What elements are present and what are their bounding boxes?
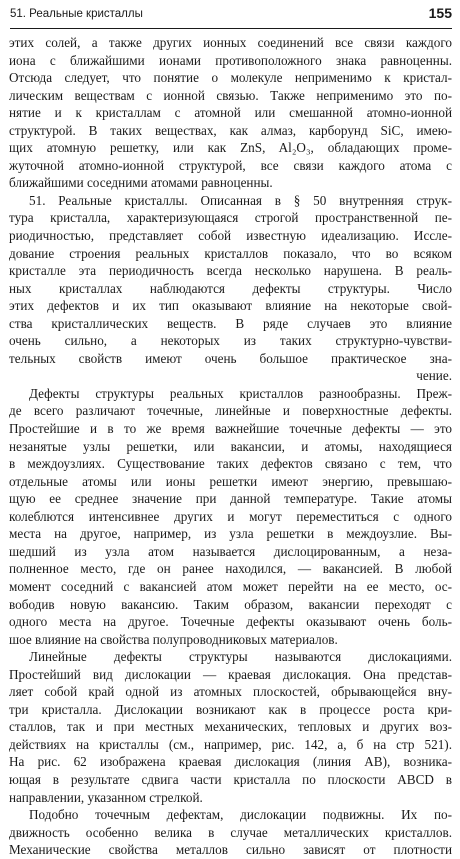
text-line: Подобно точечным дефектам, дислокации подвижны. Их по- xyxy=(29,807,452,823)
text-line: дование строения реальных кристаллов показало, что во всяком xyxy=(9,245,452,261)
text-line: тельных свойств имеют очень большое практическое зна- xyxy=(9,350,452,366)
text-line: чение. xyxy=(416,368,452,384)
text-line: ющая в результате сдвига части кристалла по плоскости ABCD в xyxy=(9,771,452,787)
body-text xyxy=(9,34,452,859)
text-line: действиях на кристаллы (см., например, рис. 142, а, б на стр 521). xyxy=(9,736,452,752)
text-line: этих дефектов и их тип оказывают влияние на некоторые свой- xyxy=(9,298,452,314)
text-line: шедший из узла атом называется дислоцированным, а неза- xyxy=(9,543,452,559)
text-line: кристалле эта периодичность всегда несколько нарушена. В реаль- xyxy=(9,263,452,279)
text-line: этих солей, а также других ионных соединений все связи каждого xyxy=(9,35,452,50)
text-line: полненное место, где он ранее находился, — вакансией. В любой xyxy=(9,561,452,577)
text-line: незанятые узлы решетки, или вакансии, и атомы, находящиеся xyxy=(9,438,452,454)
text-line: Отсюда следует, что понятие о молекуле неприменимо к кристал- xyxy=(9,70,452,86)
running-header xyxy=(10,4,452,29)
text-line: жуточной атомно-ионной структурой, все связи каждого атома с xyxy=(9,157,452,173)
text-line: направлении, указанном стрелкой. xyxy=(9,789,203,805)
text-line: шое влияние на свойства полупроводниковых материалов. xyxy=(9,631,338,647)
text-line: момент соседний с вакансией атом может перейти на ее место, ос- xyxy=(9,578,452,594)
text-line: Механические свойства металлов сильно зависят от плотности xyxy=(9,842,452,858)
text-line: На рис. 62 изображена краевая дислокация (линия AB), возника- xyxy=(9,754,452,770)
text-line: Дефекты структуры реальных кристаллов разнообразны. Преж- xyxy=(29,385,452,401)
text-line: нятие и к кристаллам с атомной или смешанной атомно-ионной xyxy=(9,105,452,121)
text-line: в междоузлиях. Существование таких дефектов связано с тем, что xyxy=(9,456,452,472)
text-line: отдельные атомы или ионы решетки имеют энергию, превышаю- xyxy=(9,473,452,489)
text-line: щую ее среднее значение при данной температуре. Такие атомы xyxy=(9,491,452,507)
text-line: ближайшими соседними атомами равноценны. xyxy=(9,175,273,191)
text-line: вободив новую вакансию. Таким образом, вакансии переходят с xyxy=(9,596,452,612)
text-line: места на другое, например, из узла решетки в междоузлие. Вы- xyxy=(9,526,452,542)
text-line: лическим веществам с ионной связью. Также неприменимо это по- xyxy=(9,87,452,103)
section-title: 51. Реальные кристаллы xyxy=(10,8,143,20)
text-line: очень сильно, а некоторых из таких структурно-чувстви- xyxy=(9,333,452,349)
text-line: риодичностью, представляет собой известную идеализацию. Иссле- xyxy=(9,228,452,244)
text-line: ных кристаллах наблюдаются дефекты структуры. Число xyxy=(9,280,452,296)
text-line: тура кристалла, характеризующаяся строгой пространственной пе- xyxy=(9,210,452,226)
text-line: сталлов, так и при местных механических, тепловых и других воз- xyxy=(9,719,452,735)
text-line: щих атомную решетку, или как ZnS, Al₂O₃, обладающих проме- xyxy=(9,140,452,156)
text-line: ства кристаллических веществ. В ряде случаев это влияние xyxy=(9,315,452,331)
text-line: Линейные дефекты структуры называются дислокациями. xyxy=(29,649,452,665)
section-heading-line: 51. Реальные кристаллы. Описанная в § 50 внутренняя струк- xyxy=(29,192,452,208)
text-line: Простейшие и в то же время важнейшие точечные дефекты — это xyxy=(9,421,452,437)
text-line: де всего различают точечные, линейные и поверхностные дефекты. xyxy=(9,403,452,419)
text-line: иона с ближайшими ионами противоположного знака равноценны. xyxy=(9,52,452,68)
page-number: 155 xyxy=(428,5,452,21)
text-line: ляет собой край одной из атомных плоскостей, обрывающейся вну- xyxy=(9,684,452,700)
text-line: три кристалла. Дислокации возникают как в процессе роста кри- xyxy=(9,701,452,717)
text-line: Простейший вид дислокации — краевая дислокация. Она представ- xyxy=(9,666,452,682)
text-line: одного места на другое. Точечные дефекты оказывают очень боль- xyxy=(9,614,452,630)
text-line: движность особенно велика в случае металлических кристаллов. xyxy=(9,824,452,840)
text-line: структурой. В таких веществах, как алмаз, карборунд SiC, имею- xyxy=(9,122,452,138)
text-line: колеблются интенсивнее других и могут переместиться с одного xyxy=(9,508,452,524)
